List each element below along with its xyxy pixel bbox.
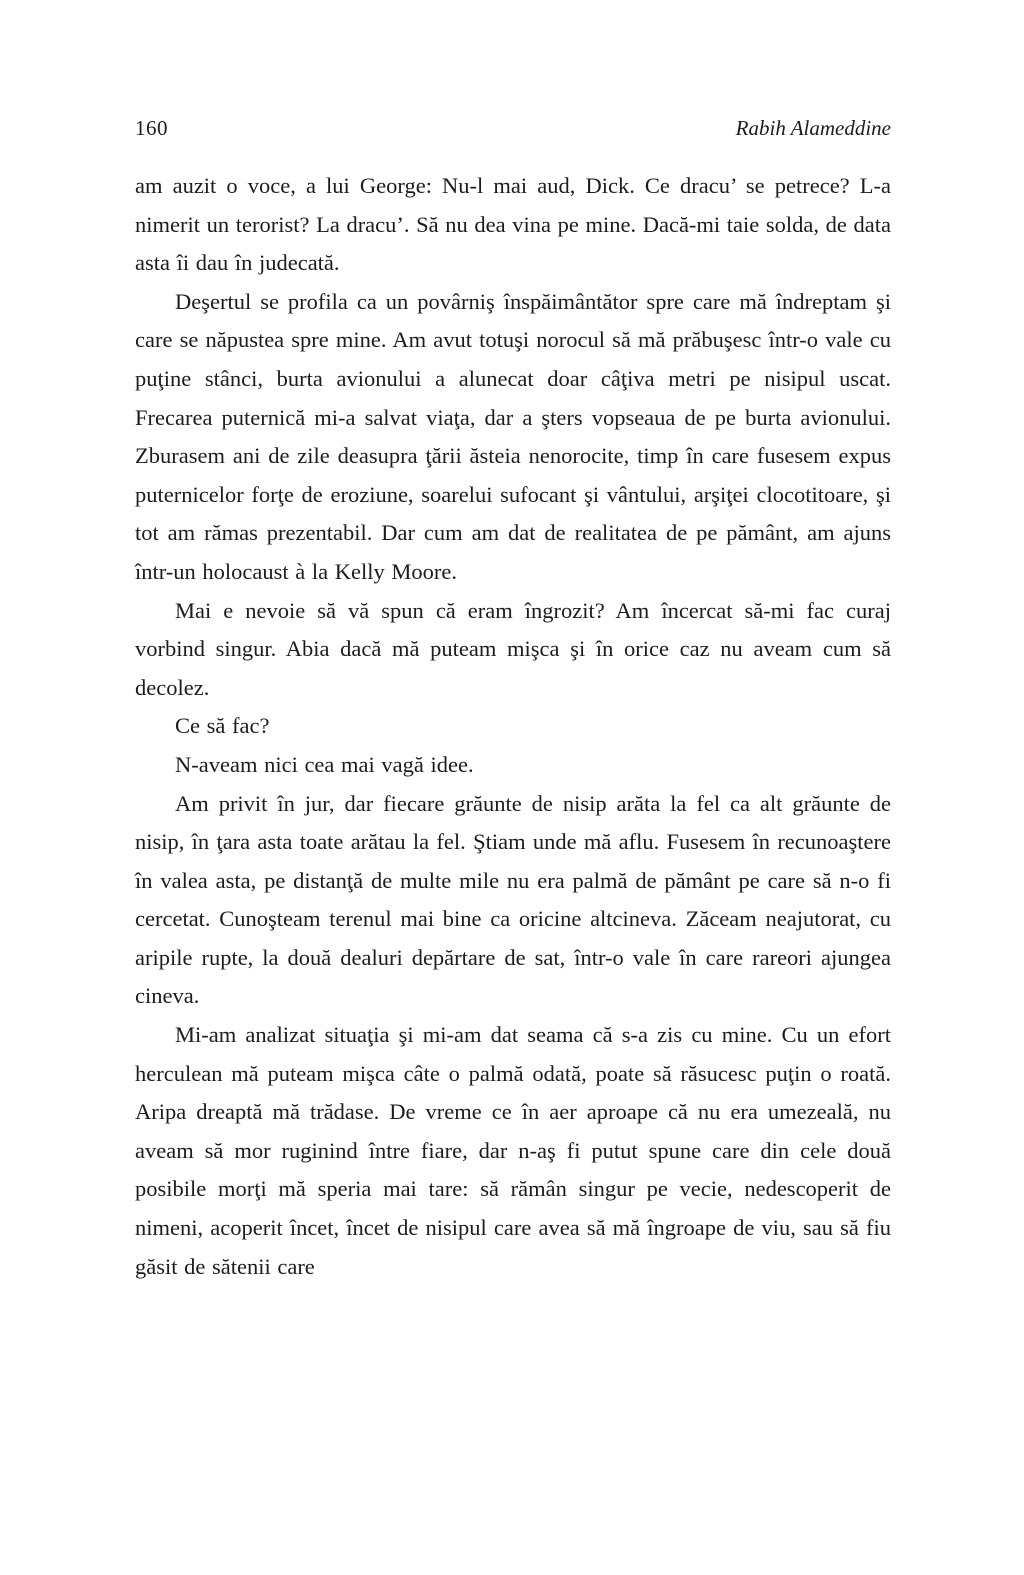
paragraph: am auzit o voce, a lui George: Nu-l mai aud, Dick. Ce dracu’ se petrece? L-a nimerit un terorist? La dracu’. Să nu dea vina pe mine. Dacă-mi taie solda, de data asta îi dau în judecată. (135, 173, 891, 276)
paragraph: N-aveam nici cea mai vagă idee. (175, 751, 474, 777)
paragraph: Mi-am analizat situaţia şi mi-am dat seama că s-a zis cu mine. Cu un efort herculean mă puteam mişca câte o palmă odată, poate să răsucesc puţin o roată. Aripa dreaptă mă trădase. De vreme ce în aer aproape că nu era umezeală, nu aveam să mor ruginind între fiare, dar n-aş fi putut spune care din cele două posibile morţi mă speria mai tare: să rămân singur pe vecie, nedescoperit de nimeni, acoperit încet, încet de nisipul care avea să mă îngroape de viu, sau să fiu găsit de sătenii care (135, 1022, 891, 1279)
paragraph: Mai e nevoie să vă spun că eram îngrozit? Am încercat să-mi fac curaj vorbind singur. Abia dacă mă puteam mişca şi în orice caz nu aveam cum să decolez. (135, 597, 891, 700)
paragraph: Ce să fac? (175, 713, 270, 739)
paragraph: Am privit în jur, dar fiecare grăunte de nisip arăta la fel ca alt grăunte de nisip, în ţara asta toate arătau la fel. Ştiam unde mă aflu. Fusesem în recunoaştere în valea asta, pe distanţă de multe mile nu era palmă de pământ pe care să n-o fi cercetat. Cunoşteam terenul mai bine ca oricine altcineva. Zăceam neajutorat, cu aripile rupte, la două dealuri depărtare de sat, într-o vale în care rareori ajungea cineva. (135, 790, 891, 1009)
paragraph: Deşertul se profila ca un povârniş înspăimântător spre care mă îndreptam şi care se năpustea spre mine. Am avut totuşi norocul să mă prăbuşesc într-o vale cu puţine stânci, burta avionului a alunecat doar câţiva metri pe nisipul uscat. Frecarea puternică mi-a salvat viaţa, dar a şters vopseaua de pe burta avionului. Zburasem ani de zile deasupra ţării ăsteia nenorocite, timp în care fusesem expus puternicelor forţe de eroziune, soarelui sufocant şi vântului, arşiţei clocotitoare, şi tot am rămas prezentabil. Dar cum am dat de realitatea de pe pământ, am ajuns într-un holocaust à la Kelly Moore. (135, 288, 891, 584)
body-text (135, 167, 891, 1286)
running-header-author: Rabih Alameddine (735, 116, 891, 140)
page-number: 160 (135, 116, 168, 140)
page-header (135, 116, 891, 141)
